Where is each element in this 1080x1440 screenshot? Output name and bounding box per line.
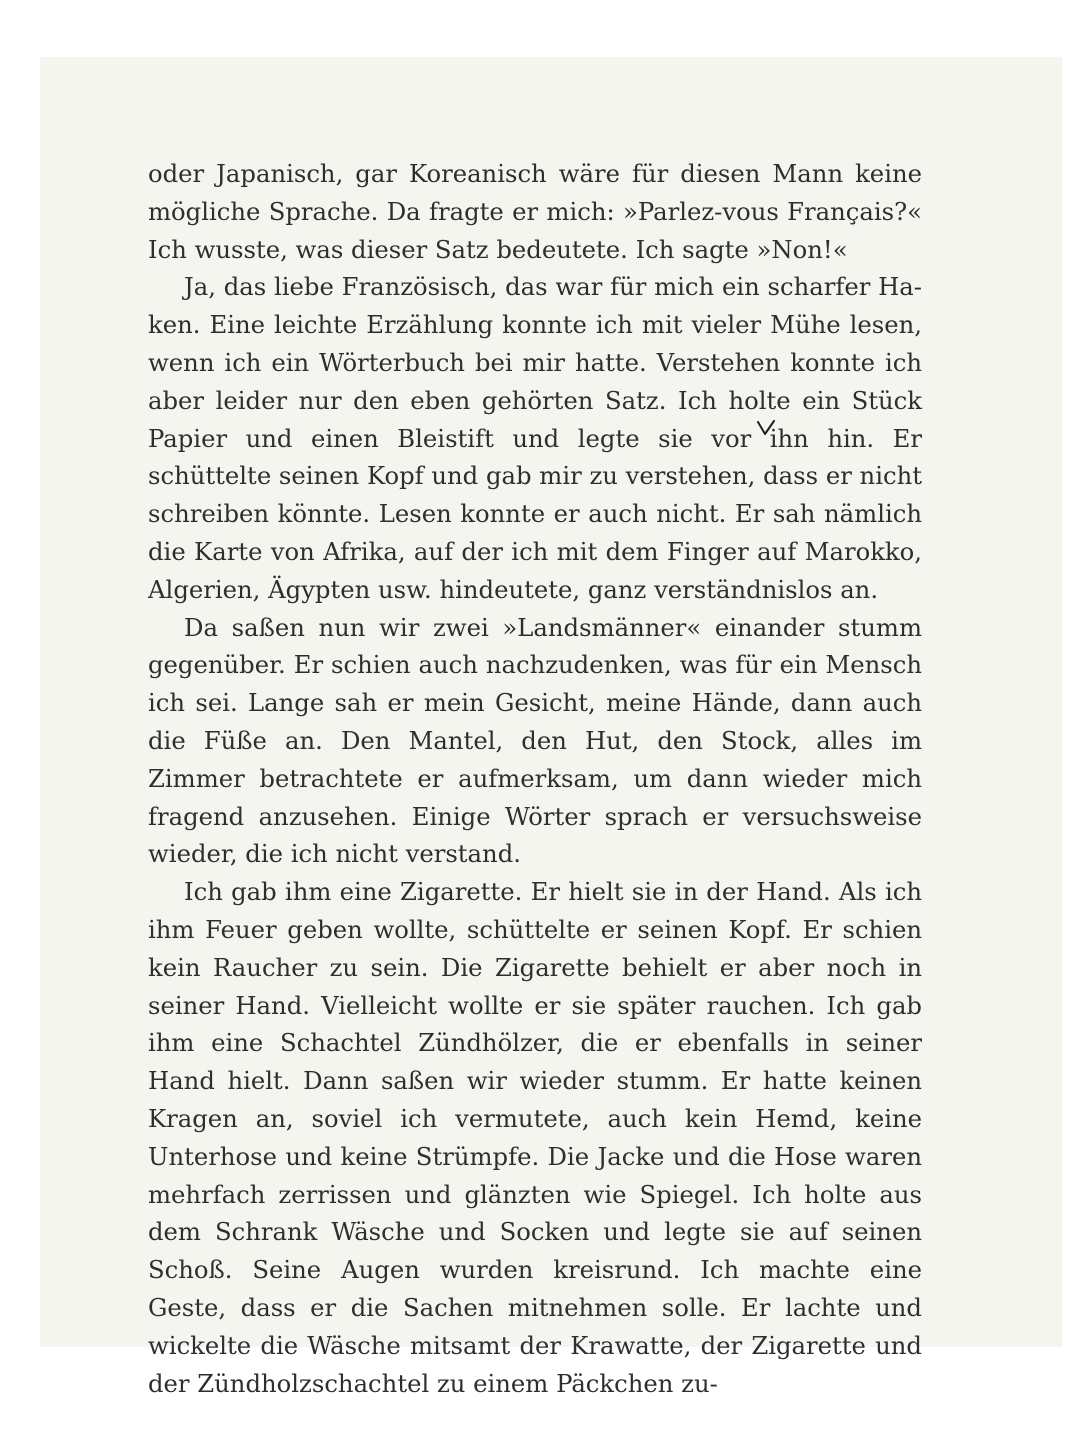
paragraph-4: Ich gab ihm eine Zigarette. Er hielt sie in der Hand. Als ich ihm Feuer geben wollte, schüttelte er seinen Kopf. Er schien kein Raucher zu sein. Die Zigarette behielt er aber noch in seiner Hand. Vielleicht wollte er sie später rauchen. Ich gab ihm eine Schachtel Zündhölzer, die er ebenfalls in seiner Hand hielt. Dann saßen wir wieder stumm. Er hatte keinen Kragen an, soviel ich vermutete, auch kein Hemd, keine Unterhose und keine Strümpfe. Die Jacke und die Hose waren mehrfach zerrissen und glänzten wie Spiegel. Ich holte aus dem Schrank Wäsche und Socken und legte sie auf seinen Schoß. Seine Augen wurden kreisrund. Ich machte eine Geste, dass er die Sachen mitnehmen solle. Er lachte und wickelte die Wäsche mitsamt der Krawatte, der Zigarette und der Zündholzschachtel zu einem Päckchen zu- <box>148 877 922 1398</box>
body-text <box>148 155 922 1402</box>
handwritten-check-mark <box>757 420 775 436</box>
paragraph-3: Da saßen nun wir zwei »Landsmänner« einander stumm gegenüber. Er schien auch nachzudenken, was für ein Mensch ich sei. Lange sah er mein Gesicht, meine Hände, dann auch die Füße an. Den Mantel, den Hut, den Stock, alles im Zimmer betrachtete er aufmerksam, um dann wieder mich fragend anzusehen. Einige Wörter sprach er versuchsweise wieder, die ich nicht verstand. <box>148 612 922 869</box>
paragraph-2: Ja, das liebe Französisch, das war für mich ein scharfer Haken. Eine leichte Erzählung konnte ich mit vieler Mühe lesen, wenn ich ein Wörterbuch bei mir hatte. Verstehen konnte ich aber leider nur den eben gehörten Satz. Ich holte ein Stück Papier und einen Bleistift und legte sie vor ihn hin. Er schüttelte seinen Kopf und gab mir zu verstehen, dass er nicht schreiben könnte. Lesen konnte er auch nicht. Er sah nämlich die Karte von Afrika, auf der ich mit dem Finger auf Marokko, Algerien, Ägypten usw. hindeutete, ganz verständnislos an. <box>148 272 922 604</box>
book-page <box>40 57 1062 1398</box>
paragraph-1: oder Japanisch, gar Koreanisch wäre für diesen Mann keine mögliche Sprache. Da fragte er mich: »Parlez-vous Français?« Ich wusste, was dieser Satz bedeutete. Ich sagte »Non!« <box>148 159 922 264</box>
